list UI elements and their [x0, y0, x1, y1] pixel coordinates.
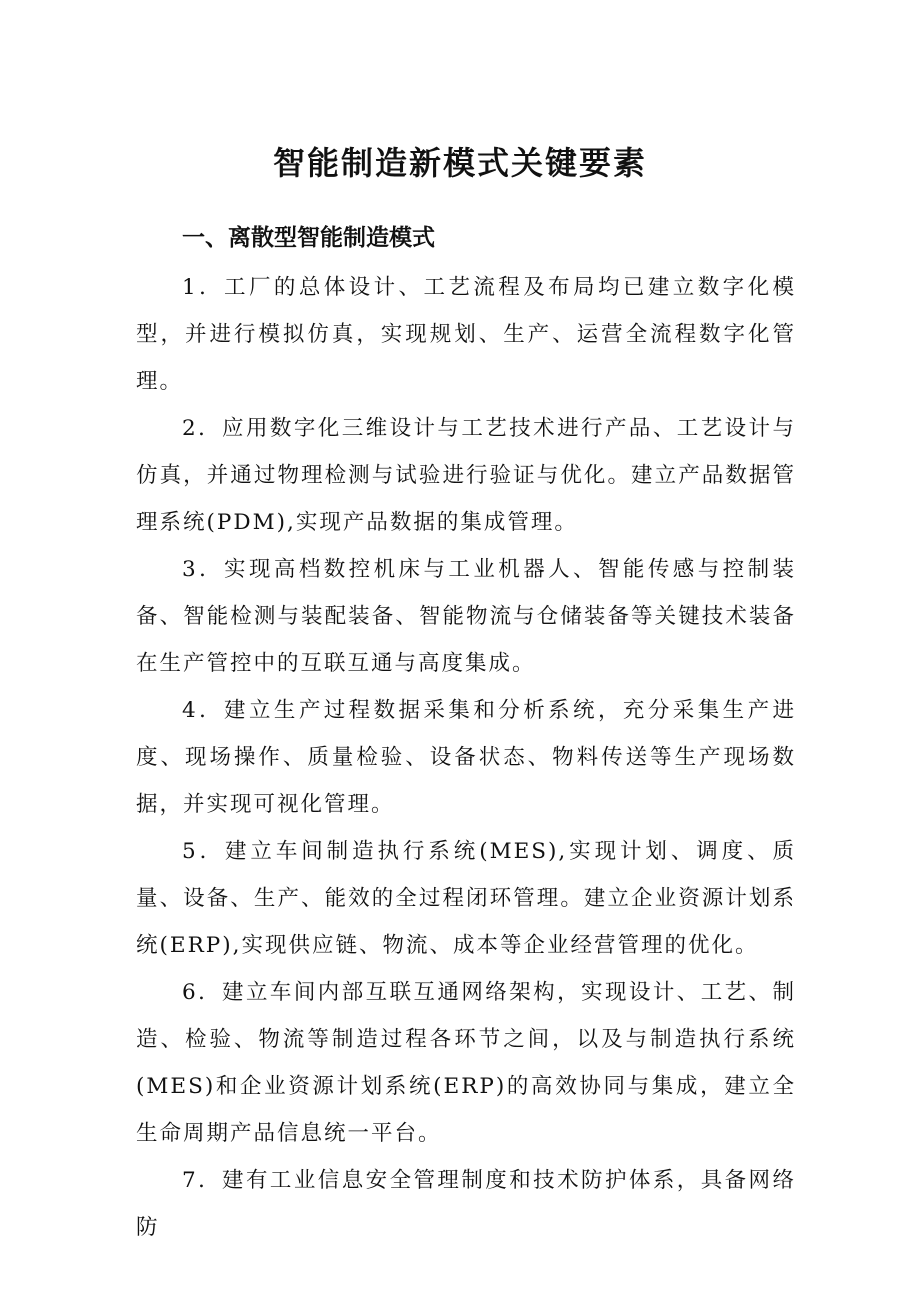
paragraph-1: 1．工厂的总体设计、工艺流程及布局均已建立数字化模型，并进行模拟仿真，实现规划、生产、运营全流程数字化管理。 — [136, 275, 796, 394]
paragraph-6: 6．建立车间内部互联互通网络架构，实现设计、工艺、制造、检验、物流等制造过程各环节之间，以及与制造执行系统(MES)和企业资源计划系统(ERP)的高效协同与集成，建立全生命周期产品信息统一平台。 — [136, 980, 796, 1146]
paragraph-7: 7．建有工业信息安全管理制度和技术防护体系，具备网络防 — [136, 1168, 796, 1240]
paragraph-3: 3．实现高档数控机床与工业机器人、智能传感与控制装备、智能检测与装配装备、智能物流与仓储装备等关键技术装备在生产管控中的互联互通与高度集成。 — [136, 557, 796, 676]
paragraph-4: 4．建立生产过程数据采集和分析系统，充分采集生产进度、现场操作、质量检验、设备状态、物料传送等生产现场数据，并实现可视化管理。 — [136, 698, 796, 817]
document-title: 智能制造新模式关键要素 — [272, 144, 647, 182]
paragraph-5: 5．建立车间制造执行系统(MES),实现计划、调度、质量、设备、生产、能效的全过程闭环管理。建立企业资源计划系统(ERP),实现供应链、物流、成本等企业经营管理的优化。 — [136, 839, 796, 958]
document-body — [136, 264, 796, 1251]
section-heading: 一、离散型智能制造模式 — [182, 225, 435, 251]
paragraph-2: 2．应用数字化三维设计与工艺技术进行产品、工艺设计与仿真，并通过物理检测与试验进行验证与优化。建立产品数据管理系统(PDM),实现产品数据的集成管理。 — [136, 416, 796, 535]
